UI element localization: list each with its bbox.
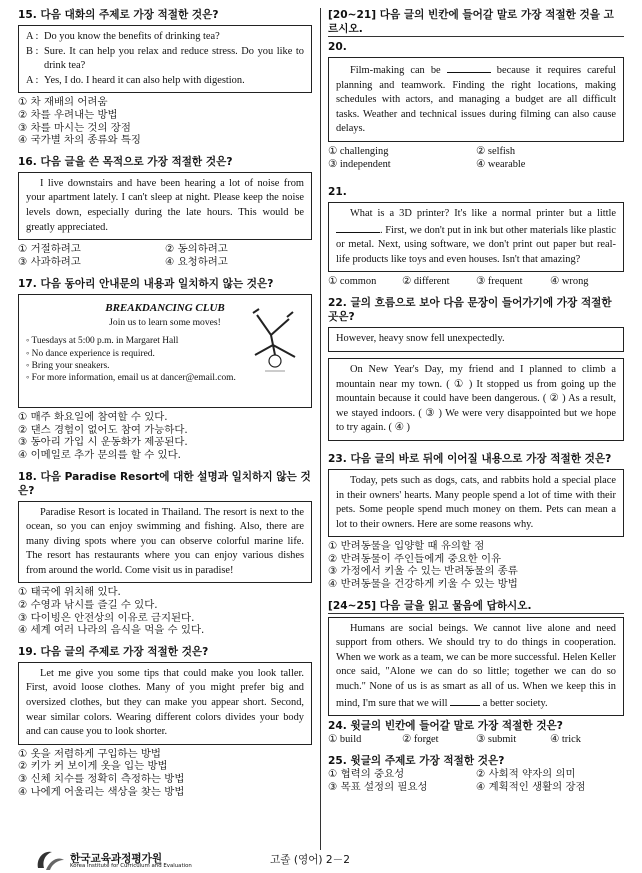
q19-passage: Let me give you some tips that could make you look taller. First, avoid loose clothes. Many of you might prefer big and oversized clothes, but they can make you appear short. Second, wear similar colors. Wearing different colors divides your body and can cause you to look shorter.: [18, 662, 312, 745]
q20-options-row: [328, 158, 624, 171]
q20-options-row: [328, 145, 624, 158]
q16-option: ③ 사과하려고: [18, 256, 81, 269]
q17-stem: 17. 다음 동아리 안내문의 내용과 일치하지 않는 것은?: [18, 278, 274, 291]
q17-option: ③ 동아리 가입 시 운동화가 제공된다.: [18, 436, 188, 449]
club-item: ◦ Bring your sneakers.: [26, 360, 110, 371]
q25-option: ④ 계획적인 생활의 장점: [476, 781, 586, 794]
club-title: BREAKDANCING CLUB: [105, 302, 225, 315]
q25-stem: 25. 윗글의 주제로 가장 적절한 것은?: [328, 755, 505, 768]
q18-option: ③ 다이빙은 안전상의 이유로 금지된다.: [18, 611, 195, 624]
q20-option: ② selfish: [476, 145, 516, 157]
q19-option: ④ 나에게 어울리는 색상을 찾는 방법: [18, 785, 185, 798]
q16-option: ② 동의하려고: [165, 243, 228, 256]
q22-given-sentence: However, heavy snow fell unexpectedly.: [328, 327, 624, 352]
q21-option: ③ frequent: [476, 276, 523, 288]
q19-option: ③ 신체 치수를 정확히 측정하는 방법: [18, 773, 185, 785]
q18-passage: Paradise Resort is located in Thailand. The resort is next to the ocean, so you can enjoy swimming and fishing. Also, there are many diving spots where you can observe colorful marine life. The resort has restaurants where you can enjoy various dishes from around the world. Come visit us in paradise!: [18, 501, 312, 584]
q17-notice: [18, 294, 312, 408]
q18-option: ① 태국에 위치해 있다.: [18, 586, 121, 599]
q22-passage: On New Year's Day, my friend and I planned to climb a mountain near my town. ( ① ) It stopped us from going up the mountain because it could have been dangerous. ( ② ) As a result, we stayed indoors. ( ③ ) We were very disappointed but we hope to try again. ( ④ ): [328, 358, 624, 441]
club-subtitle: Join us to learn some moves!: [109, 316, 221, 328]
q16-option: ④ 요청하려고: [165, 256, 228, 269]
q23-stem: 23. 다음 글의 바로 뒤에 이어질 내용으로 가장 적절한 것은?: [328, 452, 612, 465]
q18-stem: 18. 다음 Paradise Resort에 대한 설명과 일치하지 않는 것은?: [18, 470, 311, 497]
q20-passage: Film-making can be because it requires careful planning and teamwork. Finding the right locations, making schedules with actors, and managing a budget are all difficult tasks. Weather and technical issues during filming can also cause delays.: [328, 57, 624, 142]
dialog-line: B : Sure. It can help you relax and reduce stress. Do you like to drink tea?: [26, 45, 304, 72]
q19-option: ① 옷을 저렴하게 구입하는 방법: [18, 747, 161, 760]
kice-logo-subtext: Korea Institute for Curriculum and Evaluation: [70, 863, 192, 869]
dialog-line: A : Yes, I do. I heard it can also help with digestion.: [26, 74, 245, 86]
q18-option: ② 수영과 낚시를 즐길 수 있다.: [18, 599, 158, 612]
q23-passage: Today, pets such as dogs, cats, and rabbits hold a special place in their owners' hearts. Many people spend a lot of time with their pets. Some people spend much money on them. Pets can mean a lot to their owners. Here are some reasons why.: [328, 469, 624, 537]
club-item: ◦ No dance experience is required.: [26, 348, 155, 359]
q24-option: ① build: [328, 734, 362, 746]
page-number: 고졸 (영어) 2－2: [270, 854, 351, 866]
q23-option: ③ 가정에서 키울 수 있는 반려동물의 종류: [328, 565, 518, 578]
page-footer: [0, 848, 642, 873]
q21-option: ④ wrong: [550, 276, 589, 288]
q21-option: ② different: [402, 276, 450, 288]
q15-stem: 15. 다음 대화의 주제로 가장 적절한 것은?: [18, 9, 219, 21]
q21-passage: What is a 3D printer? It's like a normal printer but a little . First, we don't put in ink but other materials like plastic or metal. Next, using software, we don't print out paper but real-life products like toys and even houses. Isn't that amazing?: [328, 202, 624, 272]
q17-option: ④ 이메일로 추가 문의를 할 수 있다.: [18, 448, 181, 461]
section-24-25-header: [24~25] 다음 글을 읽고 물음에 답하시오.: [328, 599, 624, 614]
kice-logo-icon: [34, 848, 66, 872]
q20-option: ③ independent: [328, 158, 391, 170]
q15-option: ④ 국가별 차의 종류와 특징: [18, 134, 141, 147]
club-item: ◦ Tuesdays at 5:00 p.m. in Margaret Hall: [26, 336, 179, 347]
q17-option: ② 댄스 경험이 없어도 참여 가능하다.: [18, 423, 188, 436]
club-item: ◦ For more information, email us at dancer@email.com.: [26, 372, 236, 383]
q25-options-row: [328, 781, 624, 794]
q20-option: ④ wearable: [476, 158, 526, 170]
section-20-21-header: [20~21] 다음 글의 빈칸에 들어갈 말로 가장 적절한 것을 고르시오.: [328, 8, 624, 37]
q19-stem: 19. 다음 글의 주제로 가장 적절한 것은?: [18, 645, 209, 658]
q23-option: ① 반려동물을 입양할 때 유의할 점: [328, 540, 485, 553]
q24-option: ③ submit: [476, 734, 517, 746]
column-divider: [320, 8, 321, 850]
answer-blank: [447, 62, 491, 73]
q16-passage: I live downstairs and have been hearing a lot of noise from your apartment lately. I can't sleep at night. Please keep the noise levels down, especially during the late hours. This would be greatly appreciated.: [18, 172, 312, 240]
answer-blank: [336, 222, 380, 233]
kice-logo-text: 한국교육과정평가원: [70, 853, 163, 865]
q25-option: ③ 목표 설정의 필요성: [328, 781, 428, 794]
dialog-line: A : Do you know the benefits of drinking tea?: [26, 31, 220, 42]
q25-options-row: [328, 768, 624, 781]
q20-stem: 20.: [328, 41, 347, 53]
q16-options-row: [18, 243, 312, 256]
q21-option: ① common: [328, 276, 377, 288]
q15-option: ① 차 재배의 어려움: [18, 96, 108, 109]
q15-option: ③ 차를 마시는 것의 장점: [18, 121, 131, 134]
q24-option: ④ trick: [550, 734, 581, 746]
answer-blank: [450, 695, 480, 706]
q15-dialog: [18, 25, 312, 93]
q19-option: ② 키가 커 보이게 옷을 입는 방법: [18, 760, 168, 773]
q15-option: ② 차를 우려내는 방법: [18, 108, 118, 121]
p24-passage: Humans are social beings. We cannot live alone and need support from others. We should try to do things in cooperation. When we work as a team, we can be more successful. Helen Keller once said, "Alone we can do so little; together we can do so much." None of us is as smart as all of us. When we keep this in mind, I'm sure that we will a better society.: [328, 617, 624, 717]
right-column: [328, 8, 624, 794]
q16-options-row: [18, 256, 312, 269]
q21-options-row: [328, 275, 624, 288]
q16-option: ① 거절하려고: [18, 243, 81, 256]
left-column: [18, 8, 312, 798]
q24-stem: 24. 윗글의 빈칸에 들어갈 말로 가장 적절한 것은?: [328, 720, 563, 733]
q24-options-row: [328, 733, 624, 746]
q16-stem: 16. 다음 글을 쓴 목적으로 가장 적절한 것은?: [18, 155, 233, 168]
q17-option: ① 매주 화요일에 참여할 수 있다.: [18, 411, 168, 424]
q21-stem: 21.: [328, 185, 347, 198]
q24-option: ② forget: [402, 734, 439, 746]
q25-option: ① 협력의 중요성: [328, 768, 405, 781]
q22-stem: 22. 글의 흐름으로 보아 다음 문장이 들어가기에 가장 적절한 곳은?: [328, 297, 612, 324]
breakdancer-illustration: [235, 299, 305, 379]
q18-option: ④ 세계 여러 나라의 음식을 먹을 수 있다.: [18, 624, 205, 637]
q25-option: ② 사회적 약자의 의미: [476, 768, 576, 781]
q23-option: ② 반려동물이 주인들에게 중요한 이유: [328, 552, 502, 565]
q23-option: ④ 반려동물을 건강하게 키울 수 있는 방법: [328, 578, 518, 591]
q20-option: ① challenging: [328, 145, 389, 157]
